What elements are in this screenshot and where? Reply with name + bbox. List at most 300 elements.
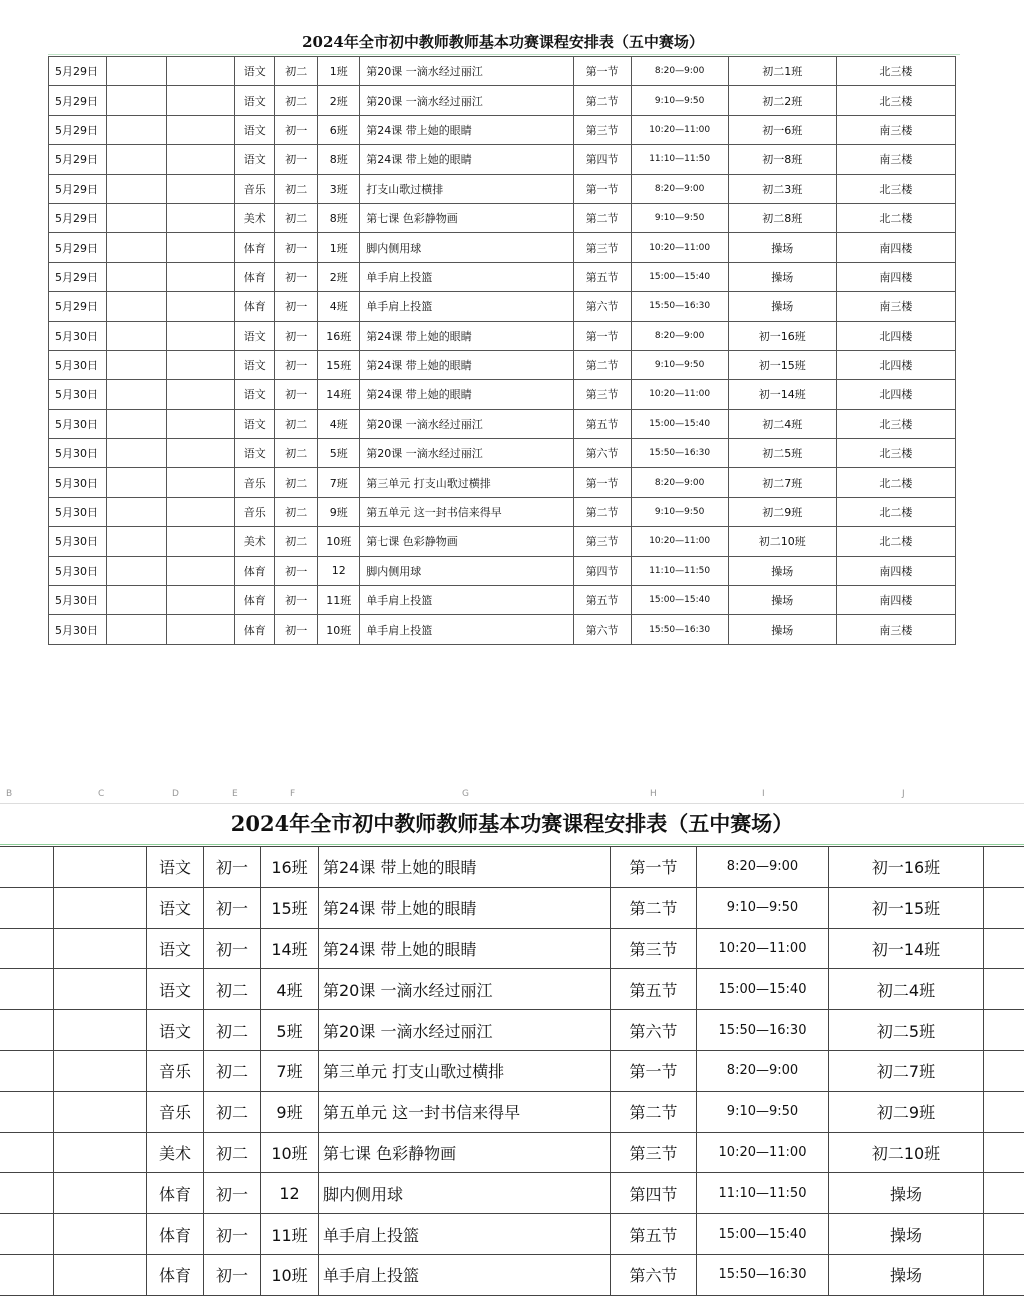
cell-empty[interactable] — [0, 1010, 54, 1051]
cell-subject[interactable]: 语文 — [147, 1010, 204, 1051]
column-letter[interactable]: G — [462, 789, 469, 799]
cell-class[interactable]: 12 — [261, 1173, 319, 1214]
cell-class[interactable]: 5班 — [318, 439, 360, 468]
cell-grade[interactable]: 初一 — [204, 1173, 261, 1214]
cell-subject[interactable]: 美术 — [235, 527, 275, 556]
cell-empty[interactable] — [167, 380, 235, 409]
cell-date[interactable]: 5月29日 — [49, 203, 107, 232]
cell-class[interactable]: 16班 — [261, 847, 319, 888]
cell-subject[interactable]: 语文 — [235, 321, 275, 350]
cell-subject[interactable]: 体育 — [235, 262, 275, 291]
cell-time[interactable]: 15:50—16:30 — [631, 439, 728, 468]
cell-period[interactable]: 第六节 — [573, 292, 631, 321]
cell-period[interactable]: 第一节 — [611, 847, 697, 888]
cell-class[interactable]: 4班 — [261, 969, 319, 1010]
cell-empty[interactable] — [167, 86, 235, 115]
cell-time[interactable]: 11:10—11:50 — [631, 145, 728, 174]
cell-empty[interactable] — [167, 57, 235, 86]
cell-empty[interactable] — [107, 380, 167, 409]
cell-empty[interactable] — [54, 1050, 147, 1091]
cell-time[interactable]: 10:20—11:00 — [631, 233, 728, 262]
cell-lesson[interactable]: 第三单元 打支山歌过横排 — [319, 1050, 611, 1091]
cell-lesson[interactable]: 脚内侧用球 — [360, 233, 573, 262]
cell-period[interactable]: 第三节 — [573, 527, 631, 556]
cell-grade[interactable]: 初一 — [275, 292, 318, 321]
cell-empty[interactable] — [107, 262, 167, 291]
cell-period[interactable]: 第二节 — [573, 203, 631, 232]
cell-subject[interactable]: 语文 — [147, 928, 204, 969]
cell-empty[interactable] — [984, 1173, 1024, 1214]
cell-lesson[interactable]: 第20课 一滴水经过丽江 — [360, 86, 573, 115]
cell-time[interactable]: 9:10—9:50 — [631, 497, 728, 526]
cell-empty[interactable] — [107, 350, 167, 379]
cell-subject[interactable]: 音乐 — [235, 497, 275, 526]
cell-date[interactable]: 5月30日 — [49, 350, 107, 379]
cell-period[interactable]: 第三节 — [573, 115, 631, 144]
cell-room[interactable]: 操场 — [728, 556, 836, 585]
cell-subject[interactable]: 语文 — [235, 409, 275, 438]
cell-building[interactable]: 北四楼 — [836, 321, 955, 350]
cell-empty[interactable] — [107, 292, 167, 321]
cell-grade[interactable]: 初一 — [204, 887, 261, 928]
cell-time[interactable]: 9:10—9:50 — [631, 350, 728, 379]
cell-grade[interactable]: 初一 — [204, 847, 261, 888]
cell-empty[interactable] — [0, 928, 54, 969]
cell-empty[interactable] — [0, 1050, 54, 1091]
cell-time[interactable]: 8:20—9:00 — [631, 321, 728, 350]
cell-time[interactable]: 8:20—9:00 — [697, 1050, 829, 1091]
cell-room[interactable]: 初二1班 — [728, 57, 836, 86]
cell-empty[interactable] — [167, 527, 235, 556]
cell-lesson[interactable]: 第五单元 这一封书信来得早 — [319, 1091, 611, 1132]
cell-class[interactable]: 15班 — [318, 350, 360, 379]
cell-time[interactable]: 15:00—15:40 — [631, 586, 728, 615]
cell-grade[interactable]: 初二 — [204, 969, 261, 1010]
cell-time[interactable]: 8:20—9:00 — [631, 174, 728, 203]
cell-period[interactable]: 第六节 — [573, 439, 631, 468]
cell-lesson[interactable]: 第24课 带上她的眼睛 — [319, 887, 611, 928]
cell-building[interactable]: 北三楼 — [836, 174, 955, 203]
cell-subject[interactable]: 体育 — [147, 1173, 204, 1214]
cell-period[interactable]: 第三节 — [573, 380, 631, 409]
cell-time[interactable]: 10:20—11:00 — [631, 115, 728, 144]
cell-time[interactable]: 15:00—15:40 — [631, 262, 728, 291]
cell-empty[interactable] — [167, 292, 235, 321]
cell-empty[interactable] — [0, 847, 54, 888]
cell-grade[interactable]: 初二 — [204, 1091, 261, 1132]
cell-empty[interactable] — [167, 497, 235, 526]
cell-empty[interactable] — [107, 145, 167, 174]
cell-empty[interactable] — [167, 439, 235, 468]
cell-building[interactable]: 北四楼 — [836, 350, 955, 379]
cell-date[interactable]: 5月29日 — [49, 233, 107, 262]
cell-empty[interactable] — [0, 1254, 54, 1295]
cell-subject[interactable]: 语文 — [147, 847, 204, 888]
cell-room[interactable]: 初二4班 — [829, 969, 984, 1010]
cell-lesson[interactable]: 第24课 带上她的眼睛 — [319, 847, 611, 888]
cell-date[interactable]: 5月29日 — [49, 262, 107, 291]
cell-date[interactable]: 5月30日 — [49, 409, 107, 438]
cell-class[interactable]: 11班 — [261, 1214, 319, 1255]
cell-grade[interactable]: 初一 — [275, 380, 318, 409]
cell-subject[interactable]: 体育 — [235, 586, 275, 615]
cell-empty[interactable] — [107, 409, 167, 438]
cell-subject[interactable]: 语文 — [235, 145, 275, 174]
cell-building[interactable]: 北三楼 — [836, 57, 955, 86]
cell-room[interactable]: 初一15班 — [829, 887, 984, 928]
cell-grade[interactable]: 初二 — [275, 409, 318, 438]
cell-class[interactable]: 7班 — [261, 1050, 319, 1091]
cell-period[interactable]: 第一节 — [573, 57, 631, 86]
cell-building[interactable]: 南三楼 — [836, 145, 955, 174]
cell-subject[interactable]: 语文 — [147, 887, 204, 928]
cell-grade[interactable]: 初一 — [275, 115, 318, 144]
cell-lesson[interactable]: 第七课 色彩静物画 — [319, 1132, 611, 1173]
cell-subject[interactable]: 语文 — [235, 350, 275, 379]
cell-period[interactable]: 第一节 — [573, 174, 631, 203]
cell-grade[interactable]: 初二 — [275, 203, 318, 232]
cell-empty[interactable] — [984, 928, 1024, 969]
cell-grade[interactable]: 初一 — [275, 145, 318, 174]
cell-time[interactable]: 9:10—9:50 — [631, 203, 728, 232]
cell-building[interactable]: 南三楼 — [836, 292, 955, 321]
cell-time[interactable]: 10:20—11:00 — [631, 527, 728, 556]
cell-empty[interactable] — [984, 847, 1024, 888]
cell-lesson[interactable]: 第七课 色彩静物画 — [360, 203, 573, 232]
column-letter[interactable]: C — [98, 789, 105, 799]
cell-building[interactable]: 北二楼 — [836, 497, 955, 526]
cell-lesson[interactable]: 第20课 一滴水经过丽江 — [360, 409, 573, 438]
cell-empty[interactable] — [984, 1132, 1024, 1173]
cell-room[interactable]: 操场 — [728, 262, 836, 291]
cell-class[interactable]: 16班 — [318, 321, 360, 350]
cell-lesson[interactable]: 单手肩上投篮 — [360, 292, 573, 321]
cell-subject[interactable]: 体育 — [147, 1254, 204, 1295]
cell-subject[interactable]: 体育 — [235, 292, 275, 321]
cell-time[interactable]: 11:10—11:50 — [697, 1173, 829, 1214]
cell-class[interactable]: 3班 — [318, 174, 360, 203]
column-letter[interactable]: B — [6, 789, 13, 799]
cell-building[interactable]: 南四楼 — [836, 233, 955, 262]
cell-lesson[interactable]: 第24课 带上她的眼睛 — [360, 350, 573, 379]
cell-class[interactable]: 6班 — [318, 115, 360, 144]
cell-time[interactable]: 9:10—9:50 — [697, 1091, 829, 1132]
cell-building[interactable]: 南四楼 — [836, 262, 955, 291]
cell-room[interactable]: 初一15班 — [728, 350, 836, 379]
cell-time[interactable]: 15:50—16:30 — [697, 1254, 829, 1295]
cell-class[interactable]: 8班 — [318, 145, 360, 174]
cell-class[interactable]: 5班 — [261, 1010, 319, 1051]
cell-grade[interactable]: 初一 — [275, 556, 318, 585]
cell-date[interactable]: 5月30日 — [49, 586, 107, 615]
cell-time[interactable]: 8:20—9:00 — [631, 57, 728, 86]
cell-empty[interactable] — [107, 86, 167, 115]
cell-subject[interactable]: 语文 — [147, 969, 204, 1010]
cell-empty[interactable] — [167, 145, 235, 174]
cell-empty[interactable] — [107, 468, 167, 497]
cell-empty[interactable] — [107, 556, 167, 585]
cell-period[interactable]: 第一节 — [573, 468, 631, 497]
cell-subject[interactable]: 语文 — [235, 115, 275, 144]
cell-period[interactable]: 第二节 — [611, 887, 697, 928]
cell-building[interactable]: 南四楼 — [836, 586, 955, 615]
cell-lesson[interactable]: 第24课 带上她的眼睛 — [319, 928, 611, 969]
cell-lesson[interactable]: 第七课 色彩静物画 — [360, 527, 573, 556]
cell-subject[interactable]: 音乐 — [235, 174, 275, 203]
cell-empty[interactable] — [107, 174, 167, 203]
cell-subject[interactable]: 语文 — [235, 439, 275, 468]
cell-building[interactable]: 北三楼 — [836, 439, 955, 468]
cell-class[interactable]: 14班 — [261, 928, 319, 969]
cell-empty[interactable] — [107, 497, 167, 526]
cell-time[interactable]: 10:20—11:00 — [697, 928, 829, 969]
column-letter[interactable]: F — [290, 789, 296, 799]
cell-subject[interactable]: 语文 — [235, 57, 275, 86]
cell-grade[interactable]: 初二 — [275, 497, 318, 526]
cell-time[interactable]: 15:50—16:30 — [697, 1010, 829, 1051]
cell-grade[interactable]: 初二 — [275, 57, 318, 86]
cell-room[interactable]: 操场 — [829, 1254, 984, 1295]
cell-date[interactable]: 5月30日 — [49, 321, 107, 350]
cell-empty[interactable] — [107, 615, 167, 644]
cell-grade[interactable]: 初二 — [204, 1132, 261, 1173]
cell-subject[interactable]: 美术 — [147, 1132, 204, 1173]
cell-lesson[interactable]: 单手肩上投篮 — [319, 1214, 611, 1255]
cell-period[interactable]: 第一节 — [573, 321, 631, 350]
cell-subject[interactable]: 体育 — [235, 556, 275, 585]
cell-room[interactable]: 初二4班 — [728, 409, 836, 438]
cell-date[interactable]: 5月29日 — [49, 145, 107, 174]
cell-class[interactable]: 7班 — [318, 468, 360, 497]
cell-grade[interactable]: 初一 — [275, 615, 318, 644]
cell-room[interactable]: 初二3班 — [728, 174, 836, 203]
cell-room[interactable]: 初二9班 — [829, 1091, 984, 1132]
cell-subject[interactable]: 音乐 — [147, 1050, 204, 1091]
cell-room[interactable]: 初二10班 — [728, 527, 836, 556]
cell-date[interactable]: 5月30日 — [49, 527, 107, 556]
cell-room[interactable]: 初二2班 — [728, 86, 836, 115]
cell-empty[interactable] — [0, 887, 54, 928]
column-letter[interactable]: H — [650, 789, 657, 799]
cell-empty[interactable] — [167, 115, 235, 144]
cell-period[interactable]: 第二节 — [573, 86, 631, 115]
cell-period[interactable]: 第四节 — [611, 1173, 697, 1214]
cell-class[interactable]: 4班 — [318, 292, 360, 321]
cell-room[interactable]: 初二7班 — [728, 468, 836, 497]
cell-lesson[interactable]: 单手肩上投篮 — [360, 615, 573, 644]
cell-lesson[interactable]: 第20课 一滴水经过丽江 — [360, 57, 573, 86]
cell-subject[interactable]: 语文 — [235, 380, 275, 409]
cell-room[interactable]: 操场 — [728, 292, 836, 321]
cell-grade[interactable]: 初一 — [275, 586, 318, 615]
cell-grade[interactable]: 初二 — [275, 174, 318, 203]
cell-empty[interactable] — [54, 1091, 147, 1132]
cell-empty[interactable] — [984, 969, 1024, 1010]
cell-building[interactable]: 北二楼 — [836, 203, 955, 232]
cell-time[interactable]: 9:10—9:50 — [697, 887, 829, 928]
cell-period[interactable]: 第一节 — [611, 1050, 697, 1091]
cell-period[interactable]: 第五节 — [573, 586, 631, 615]
cell-time[interactable]: 10:20—11:00 — [631, 380, 728, 409]
cell-date[interactable]: 5月30日 — [49, 380, 107, 409]
cell-period[interactable]: 第五节 — [611, 1214, 697, 1255]
cell-room[interactable]: 初二5班 — [829, 1010, 984, 1051]
cell-lesson[interactable]: 打支山歌过横排 — [360, 174, 573, 203]
cell-building[interactable]: 北四楼 — [836, 380, 955, 409]
cell-class[interactable]: 9班 — [261, 1091, 319, 1132]
cell-period[interactable]: 第三节 — [611, 1132, 697, 1173]
cell-lesson[interactable]: 第24课 带上她的眼睛 — [360, 321, 573, 350]
cell-grade[interactable]: 初一 — [204, 1214, 261, 1255]
cell-room[interactable]: 初二7班 — [829, 1050, 984, 1091]
cell-room[interactable]: 初二8班 — [728, 203, 836, 232]
cell-empty[interactable] — [107, 115, 167, 144]
cell-date[interactable]: 5月30日 — [49, 497, 107, 526]
cell-empty[interactable] — [167, 262, 235, 291]
column-letter[interactable]: I — [762, 789, 765, 799]
cell-subject[interactable]: 美术 — [235, 203, 275, 232]
cell-empty[interactable] — [54, 1132, 147, 1173]
cell-lesson[interactable]: 第24课 带上她的眼睛 — [360, 380, 573, 409]
cell-room[interactable]: 初一14班 — [728, 380, 836, 409]
cell-lesson[interactable]: 第20课 一滴水经过丽江 — [360, 439, 573, 468]
cell-lesson[interactable]: 单手肩上投篮 — [360, 262, 573, 291]
cell-class[interactable]: 10班 — [261, 1132, 319, 1173]
cell-lesson[interactable]: 第五单元 这一封书信来得早 — [360, 497, 573, 526]
cell-room[interactable]: 初一8班 — [728, 145, 836, 174]
cell-period[interactable]: 第二节 — [573, 497, 631, 526]
cell-empty[interactable] — [0, 1091, 54, 1132]
cell-lesson[interactable]: 第24课 带上她的眼睛 — [360, 115, 573, 144]
cell-room[interactable]: 操场 — [728, 615, 836, 644]
cell-period[interactable]: 第六节 — [611, 1254, 697, 1295]
cell-empty[interactable] — [107, 321, 167, 350]
cell-empty[interactable] — [107, 233, 167, 262]
cell-grade[interactable]: 初一 — [275, 233, 318, 262]
cell-building[interactable]: 南三楼 — [836, 615, 955, 644]
cell-empty[interactable] — [54, 969, 147, 1010]
cell-empty[interactable] — [167, 468, 235, 497]
cell-empty[interactable] — [984, 1010, 1024, 1051]
cell-empty[interactable] — [167, 233, 235, 262]
cell-period[interactable]: 第六节 — [611, 1010, 697, 1051]
cell-room[interactable]: 初二9班 — [728, 497, 836, 526]
cell-empty[interactable] — [0, 969, 54, 1010]
cell-period[interactable]: 第五节 — [611, 969, 697, 1010]
cell-lesson[interactable]: 脚内侧用球 — [360, 556, 573, 585]
cell-class[interactable]: 10班 — [318, 527, 360, 556]
cell-empty[interactable] — [107, 203, 167, 232]
cell-room[interactable]: 初二10班 — [829, 1132, 984, 1173]
cell-period[interactable]: 第四节 — [573, 556, 631, 585]
cell-subject[interactable]: 体育 — [235, 233, 275, 262]
cell-class[interactable]: 10班 — [318, 615, 360, 644]
cell-empty[interactable] — [984, 1091, 1024, 1132]
cell-empty[interactable] — [167, 556, 235, 585]
cell-room[interactable]: 初一16班 — [829, 847, 984, 888]
cell-lesson[interactable]: 第20课 一滴水经过丽江 — [319, 969, 611, 1010]
cell-empty[interactable] — [54, 847, 147, 888]
cell-empty[interactable] — [167, 321, 235, 350]
cell-class[interactable]: 8班 — [318, 203, 360, 232]
cell-period[interactable]: 第二节 — [573, 350, 631, 379]
cell-empty[interactable] — [107, 439, 167, 468]
cell-grade[interactable]: 初二 — [275, 439, 318, 468]
cell-lesson[interactable]: 单手肩上投篮 — [360, 586, 573, 615]
cell-period[interactable]: 第三节 — [611, 928, 697, 969]
cell-building[interactable]: 南四楼 — [836, 556, 955, 585]
cell-empty[interactable] — [984, 1214, 1024, 1255]
cell-grade[interactable]: 初一 — [204, 1254, 261, 1295]
cell-building[interactable]: 北二楼 — [836, 527, 955, 556]
cell-empty[interactable] — [107, 57, 167, 86]
cell-time[interactable]: 15:00—15:40 — [697, 969, 829, 1010]
cell-subject[interactable]: 体育 — [147, 1214, 204, 1255]
cell-date[interactable]: 5月30日 — [49, 556, 107, 585]
cell-grade[interactable]: 初二 — [275, 527, 318, 556]
cell-class[interactable]: 11班 — [318, 586, 360, 615]
cell-class[interactable]: 1班 — [318, 233, 360, 262]
cell-date[interactable]: 5月29日 — [49, 86, 107, 115]
cell-building[interactable]: 北三楼 — [836, 86, 955, 115]
column-letter[interactable]: E — [232, 789, 238, 799]
column-letter[interactable]: D — [172, 789, 179, 799]
cell-class[interactable]: 2班 — [318, 86, 360, 115]
cell-empty[interactable] — [984, 1254, 1024, 1295]
cell-empty[interactable] — [0, 1132, 54, 1173]
cell-empty[interactable] — [107, 586, 167, 615]
cell-period[interactable]: 第六节 — [573, 615, 631, 644]
cell-grade[interactable]: 初一 — [275, 321, 318, 350]
cell-time[interactable]: 15:50—16:30 — [631, 615, 728, 644]
cell-date[interactable]: 5月30日 — [49, 468, 107, 497]
cell-room[interactable]: 初一16班 — [728, 321, 836, 350]
cell-room[interactable]: 初一14班 — [829, 928, 984, 969]
cell-empty[interactable] — [54, 887, 147, 928]
cell-time[interactable]: 15:00—15:40 — [631, 409, 728, 438]
cell-room[interactable]: 初二5班 — [728, 439, 836, 468]
cell-empty[interactable] — [0, 1214, 54, 1255]
cell-empty[interactable] — [167, 409, 235, 438]
cell-date[interactable]: 5月29日 — [49, 57, 107, 86]
cell-subject[interactable]: 音乐 — [235, 468, 275, 497]
cell-grade[interactable]: 初一 — [275, 262, 318, 291]
cell-period[interactable]: 第四节 — [573, 145, 631, 174]
cell-class[interactable]: 10班 — [261, 1254, 319, 1295]
cell-subject[interactable]: 音乐 — [147, 1091, 204, 1132]
cell-period[interactable]: 第二节 — [611, 1091, 697, 1132]
cell-time[interactable]: 15:50—16:30 — [631, 292, 728, 321]
cell-empty[interactable] — [54, 928, 147, 969]
cell-lesson[interactable]: 第24课 带上她的眼睛 — [360, 145, 573, 174]
cell-time[interactable]: 8:20—9:00 — [631, 468, 728, 497]
cell-period[interactable]: 第三节 — [573, 233, 631, 262]
cell-time[interactable]: 9:10—9:50 — [631, 86, 728, 115]
cell-period[interactable]: 第五节 — [573, 409, 631, 438]
cell-empty[interactable] — [167, 203, 235, 232]
cell-class[interactable]: 2班 — [318, 262, 360, 291]
cell-grade[interactable]: 初二 — [275, 468, 318, 497]
cell-building[interactable]: 北三楼 — [836, 409, 955, 438]
cell-room[interactable]: 操场 — [829, 1214, 984, 1255]
cell-class[interactable]: 4班 — [318, 409, 360, 438]
cell-date[interactable]: 5月30日 — [49, 615, 107, 644]
cell-class[interactable]: 1班 — [318, 57, 360, 86]
cell-room[interactable]: 操场 — [728, 586, 836, 615]
cell-time[interactable]: 11:10—11:50 — [631, 556, 728, 585]
cell-room[interactable]: 操场 — [829, 1173, 984, 1214]
cell-grade[interactable]: 初二 — [204, 1050, 261, 1091]
